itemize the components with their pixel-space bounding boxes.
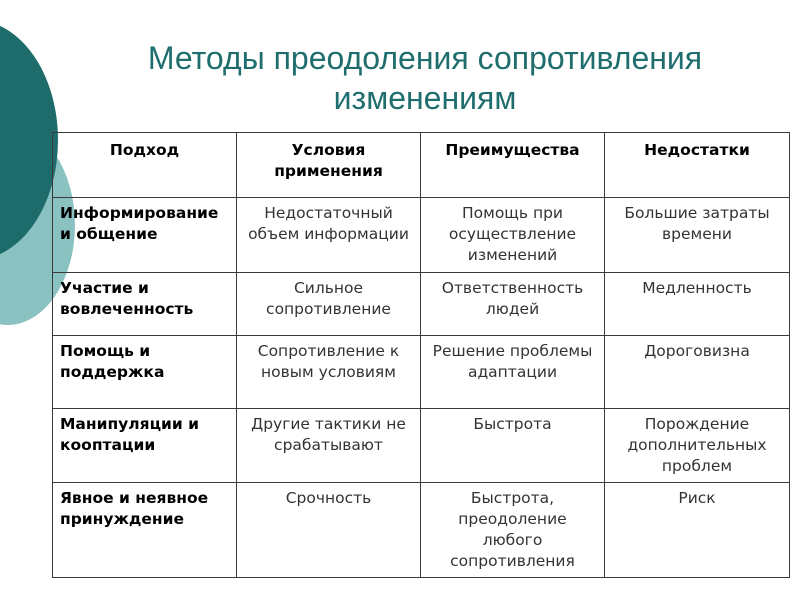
cell-advantages: Помощь при осуществление изменений — [421, 198, 605, 273]
cell-conditions: Срочность — [237, 483, 421, 578]
table-row — [53, 198, 790, 273]
slide-title — [60, 38, 790, 118]
table-row — [53, 409, 790, 483]
cell-conditions: Сильное сопротивление — [237, 273, 421, 336]
cell-advantages: Быстрота — [421, 409, 605, 483]
cell-advantages: Решение проблемы адаптации — [421, 336, 605, 409]
table-row — [53, 483, 790, 578]
slide-title-line-2: изменениям — [333, 80, 517, 116]
cell-approach: Участие и вовлеченность — [53, 273, 237, 336]
header-advantages: Преимущества — [421, 133, 605, 198]
header-approach: Подход — [53, 133, 237, 198]
header-disadvantages: Недостатки — [605, 133, 790, 198]
cell-disadvantages: Медленность — [605, 273, 790, 336]
slide-title-line-1: Методы преодоления сопротивления — [147, 40, 703, 76]
cell-approach: Информирование и общение — [53, 198, 237, 273]
cell-advantages: Ответственность людей — [421, 273, 605, 336]
cell-advantages: Быстрота, преодоление любого сопротивления — [421, 483, 605, 578]
cell-approach: Помощь и поддержка — [53, 336, 237, 409]
cell-conditions: Другие тактики не срабатывают — [237, 409, 421, 483]
table-row — [53, 273, 790, 336]
methods-table — [52, 132, 790, 578]
cell-conditions: Недостаточный объем информации — [237, 198, 421, 273]
table-header-row — [53, 133, 790, 198]
cell-disadvantages: Дороговизна — [605, 336, 790, 409]
table-row — [53, 336, 790, 409]
cell-disadvantages: Порождение дополнительных проблем — [605, 409, 790, 483]
cell-approach: Манипуляции и кооптации — [53, 409, 237, 483]
cell-conditions: Сопротивление к новым условиям — [237, 336, 421, 409]
cell-approach: Явное и неявное принуждение — [53, 483, 237, 578]
cell-disadvantages: Большие затраты времени — [605, 198, 790, 273]
header-conditions: Условия применения — [237, 133, 421, 198]
cell-disadvantages: Риск — [605, 483, 790, 578]
